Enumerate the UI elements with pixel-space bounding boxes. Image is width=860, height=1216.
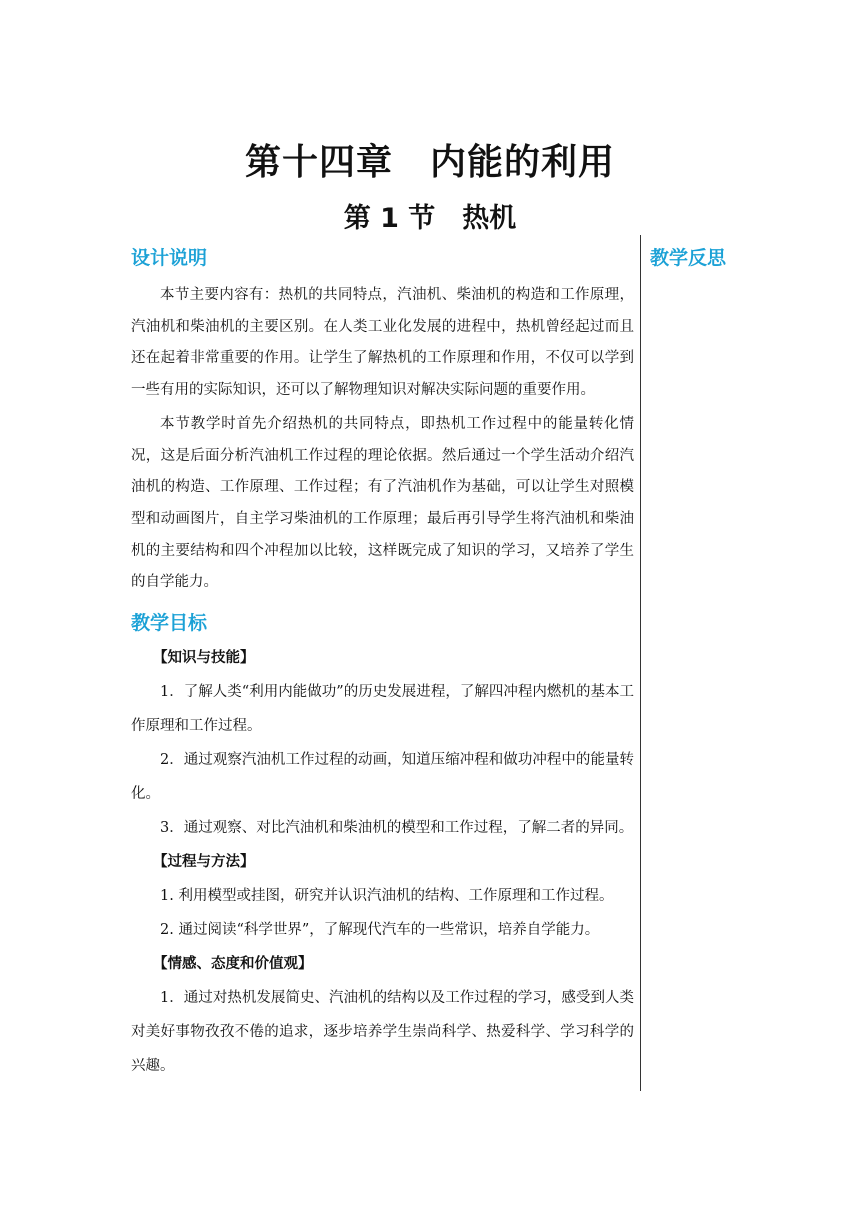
chapter-title: 第十四章 内能的利用	[244, 142, 615, 183]
knowledge-subheading: 【知识与技能】	[153, 650, 255, 667]
design-paragraph: 本节主要内容有：热机的共同特点，汽油机、柴油机的构造和工作原理，汽油机和柴油机的主要区别。在人类工业化发展的进程中，热机曾经起过而且还在起着非常重要的作用。让学生了解热机的工作原理和作用，不仅可以学到一些有用的实际知识，还可以了解物理知识对解决实际问题的重要作用。	[131, 287, 634, 399]
process-item: 2. 通过阅读“科学世界”，了解现代汽车的一些常识，培养自学能力。	[160, 922, 600, 939]
emotion-item: 1．通过对热机发展简史、汽油机的结构以及工作过程的学习，感受到人类对美好事物孜孜不倦的追求，逐步培养学生崇尚科学、热爱科学、学习科学的兴趣。	[131, 990, 634, 1075]
emotion-subheading: 【情感、态度和价值观】	[153, 956, 313, 973]
process-item: 1. 利用模型或挂图，研究并认识汽油机的结构、工作原理和工作过程。	[160, 888, 614, 905]
section-title: 第 1 节 热机	[343, 203, 517, 234]
reflection-column	[650, 240, 840, 276]
knowledge-item: 3．通过观察、对比汽油机和柴油机的模型和工作过程，了解二者的异同。	[160, 820, 634, 837]
main-column	[131, 240, 634, 1083]
objectives-heading: 教学目标	[131, 612, 208, 635]
design-paragraph: 本节教学时首先介绍热机的共同特点，即热机工作过程中的能量转化情况，这是后面分析汽油机工作过程的理论依据。然后通过一个学生活动介绍汽油机的构造、工作原理、工作过程；有了汽油机作为基础，可以让学生对照模型和动画图片，自主学习柴油机的工作原理；最后再引导学生将汽油机和柴油机的主要结构和四个冲程加以比较，这样既完成了知识的学习，又培养了学生的自学能力。	[131, 415, 634, 591]
knowledge-item: 2．通过观察汽油机工作过程的动画，知道压缩冲程和做功冲程中的能量转化。	[131, 752, 634, 803]
design-heading: 设计说明	[131, 247, 208, 269]
column-divider	[640, 235, 641, 1091]
knowledge-item: 1．了解人类“利用内能做功”的历史发展进程，了解四冲程内燃机的基本工作原理和工作过程。	[131, 684, 634, 735]
process-subheading: 【过程与方法】	[153, 854, 255, 871]
reflection-heading: 教学反思	[650, 247, 727, 269]
